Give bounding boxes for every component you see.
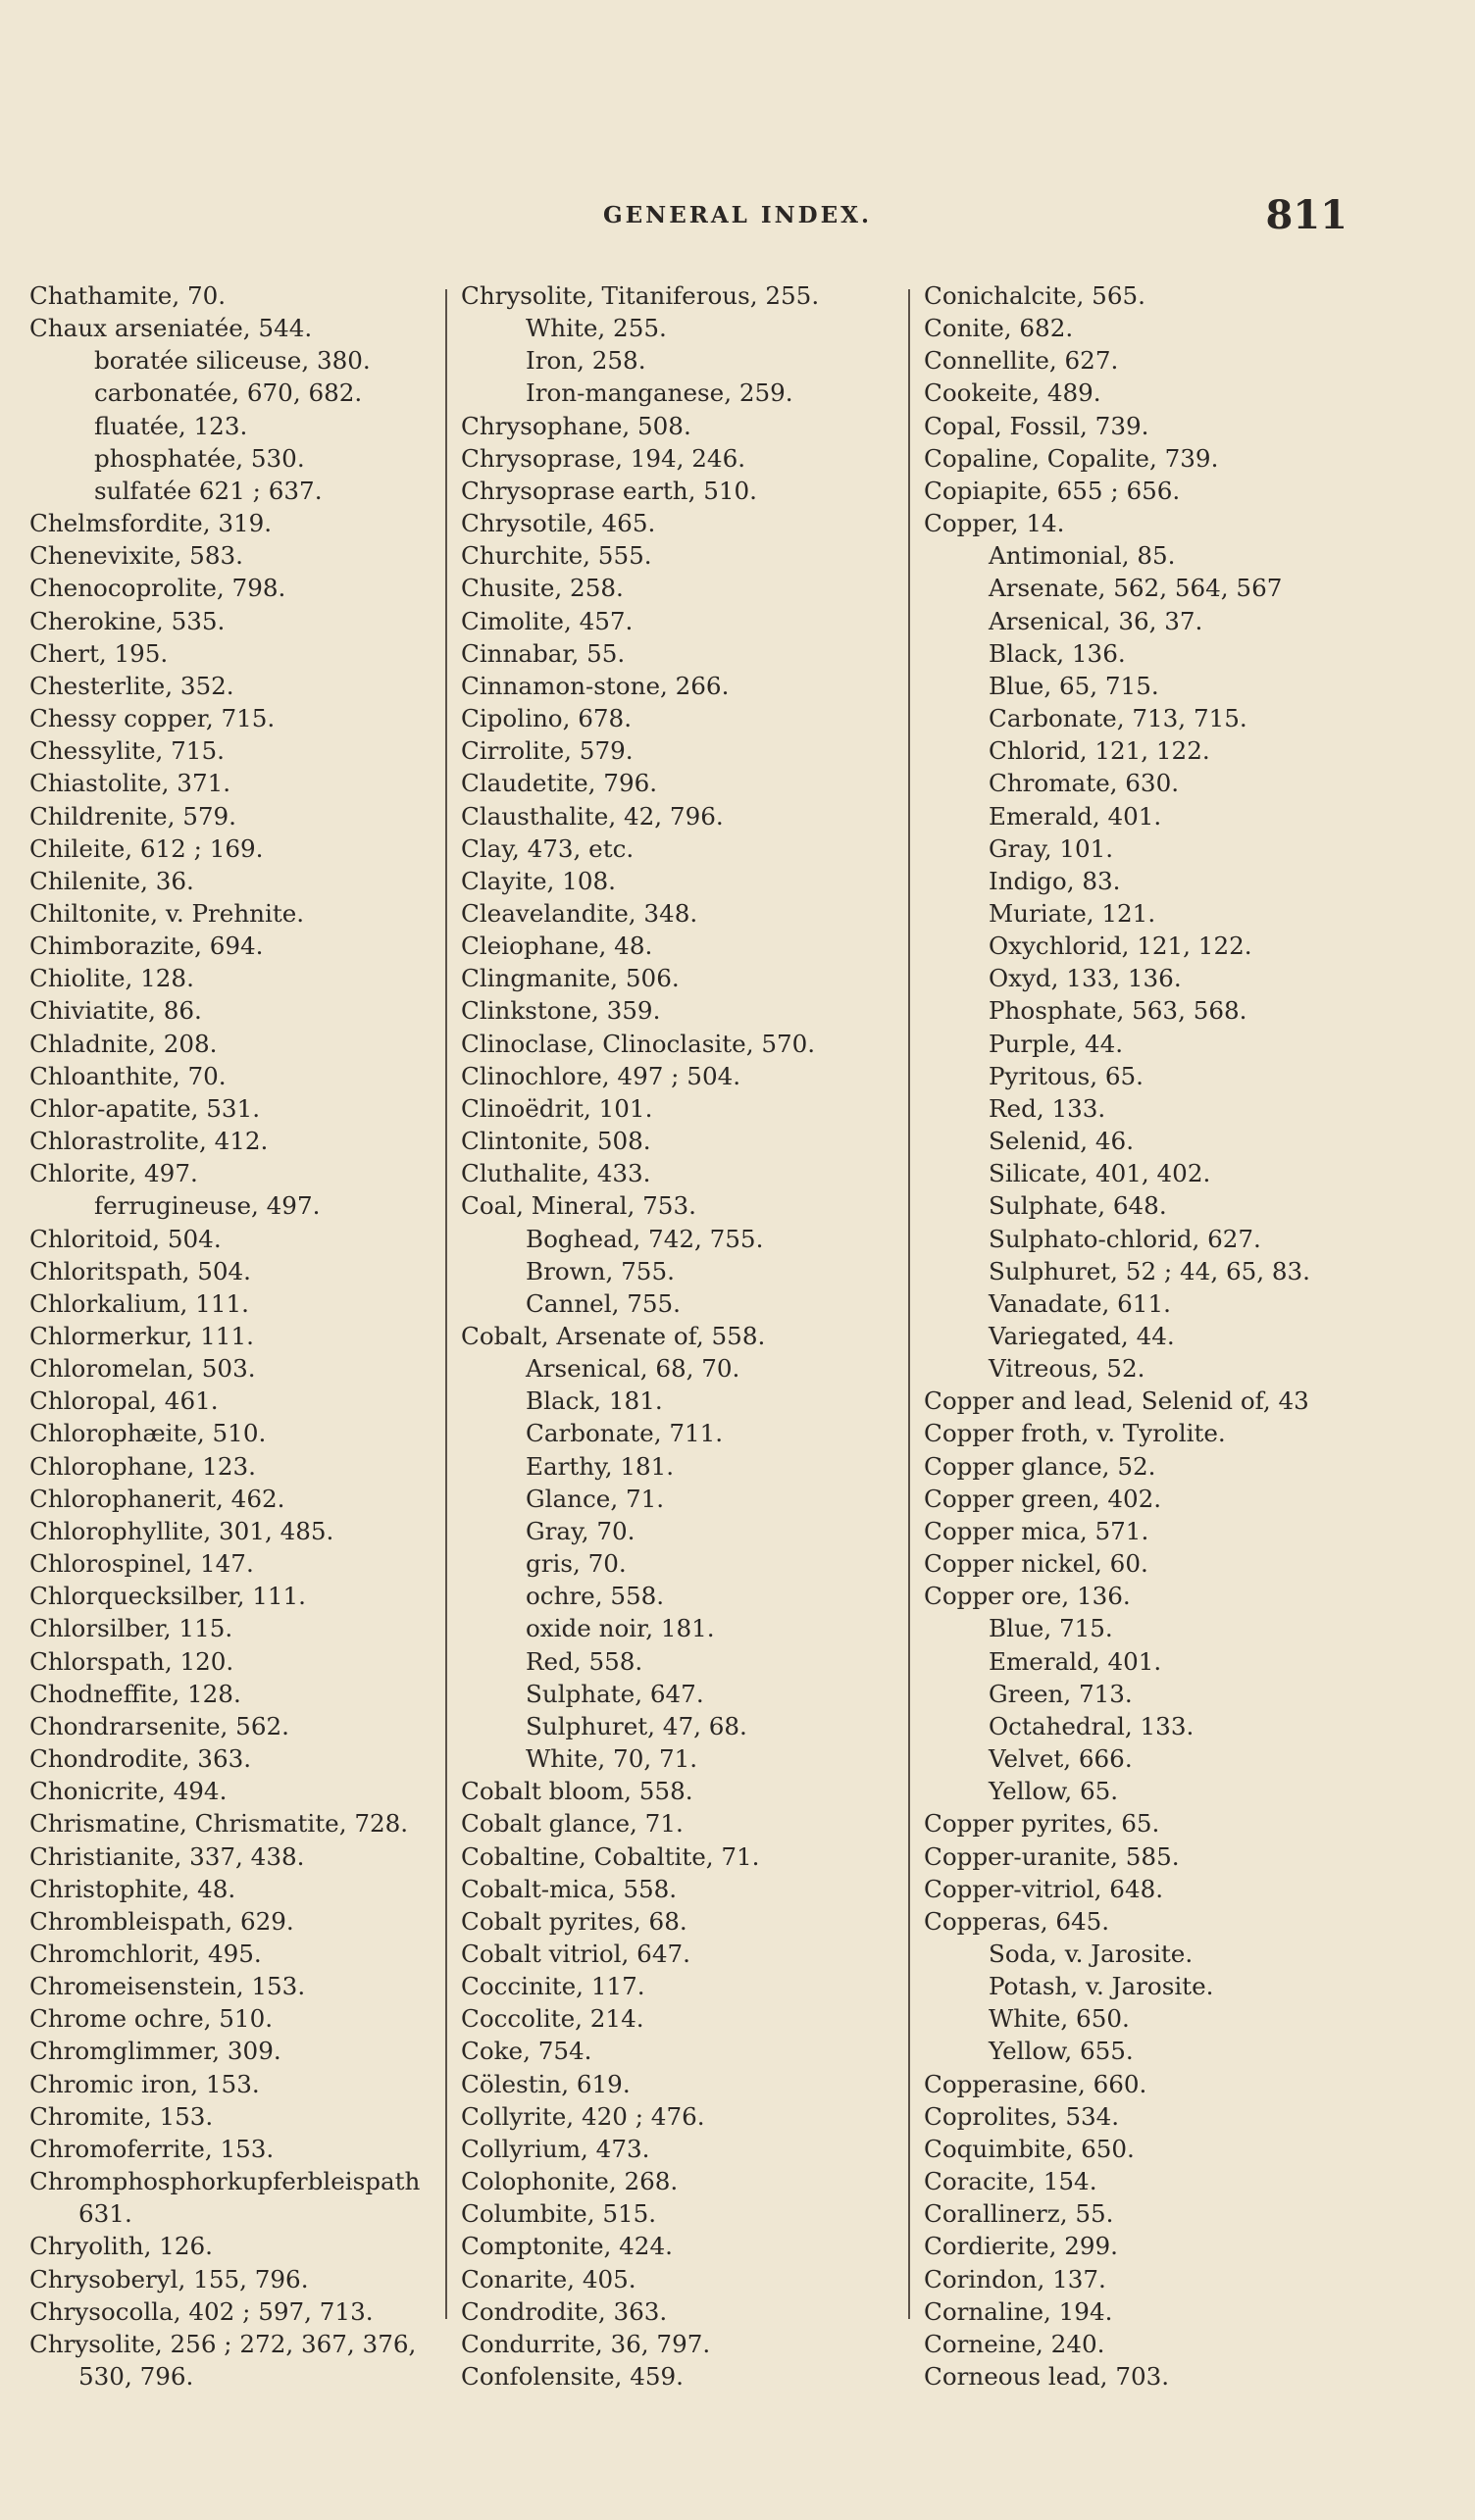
index-entry: Chrysolite, 256 ; 272, 367, 376, <box>29 2329 417 2358</box>
index-subentry: Muriate, 121. <box>989 898 1156 928</box>
index-subentry: Brown, 755. <box>526 1256 675 1285</box>
index-entry: Chromglimmer, 309. <box>29 2037 281 2066</box>
index-entry: Cölestin, 619. <box>461 2069 631 2098</box>
index-entry: Chloromelan, 503. <box>29 1354 256 1384</box>
index-subentry: Sulphato-chlorid, 627. <box>989 1224 1261 1253</box>
index-subentry: Gray, 70. <box>526 1516 636 1545</box>
index-entry: Chlor-apatite, 531. <box>29 1093 261 1123</box>
index-entry: Corindon, 137. <box>924 2264 1106 2293</box>
index-entry: Conarite, 405. <box>461 2264 636 2293</box>
index-entry: Condrodite, 363. <box>461 2296 668 2326</box>
index-entry: Churchite, 555. <box>461 541 652 571</box>
index-subentry: Silicate, 401, 402. <box>989 1159 1211 1188</box>
index-entry: Copperasine, 660. <box>924 2069 1147 2098</box>
index-entry: Chryolith, 126. <box>29 2232 213 2261</box>
index-entry: Copper, 14. <box>924 509 1065 538</box>
index-entry: Chilenite, 36. <box>29 866 194 895</box>
index-entry: Copiapite, 655 ; 656. <box>924 476 1181 505</box>
index-entry: Chrome ochre, 510. <box>29 2004 274 2034</box>
index-entry: Chesterlite, 352. <box>29 671 234 700</box>
index-entry: Chromphosphorkupferbleispath <box>29 2167 421 2196</box>
index-subentry: White, 70, 71. <box>526 1744 698 1774</box>
index-entry: Connellite, 627. <box>924 346 1119 376</box>
index-entry: Coccolite, 214. <box>461 2004 644 2034</box>
index-subentry: Arsenical, 68, 70. <box>526 1354 740 1384</box>
index-subentry: Potash, v. Jarosite. <box>989 1972 1214 2001</box>
index-entry: Chromoferrite, 153. <box>29 2134 275 2163</box>
index-entry: Cirrolite, 579. <box>461 736 634 766</box>
index-entry: Copper froth, v. Tyrolite. <box>924 1419 1226 1448</box>
index-subentry: Octahedral, 133. <box>989 1711 1195 1740</box>
index-subentry: Pyritous, 65. <box>989 1061 1144 1090</box>
index-entry: Chromchlorit, 495. <box>29 1939 262 1968</box>
index-subentry: Oxyd, 133, 136. <box>989 964 1182 993</box>
index-entry: Chlorophyllite, 301, 485. <box>29 1516 334 1545</box>
index-entry: Chiastolite, 371. <box>29 769 231 798</box>
index-subentry: sulfatée 621 ; 637. <box>94 476 323 505</box>
running-head: GENERAL INDEX. <box>603 202 872 228</box>
index-entry: Coracite, 154. <box>924 2167 1097 2196</box>
index-entry: Chondrarsenite, 562. <box>29 1711 289 1740</box>
index-entry: Chloropal, 461. <box>29 1386 219 1416</box>
index-subentry: fluatée, 123. <box>94 411 248 440</box>
index-entry: Chiltonite, v. Prehnite. <box>29 898 305 928</box>
index-entry: Cinnabar, 55. <box>461 638 626 668</box>
index-entry: Copper nickel, 60. <box>924 1549 1148 1579</box>
index-entry: Chloritoid, 504. <box>29 1224 222 1253</box>
index-subentry: Emerald, 401. <box>989 1646 1162 1676</box>
index-subentry: boratée siliceuse, 380. <box>94 346 371 376</box>
index-subentry: Cannel, 755. <box>526 1288 681 1318</box>
index-entry: Cimolite, 457. <box>461 606 634 635</box>
index-entry: Clinoclase, Clinoclasite, 570. <box>461 1029 816 1058</box>
index-entry: Chrysoprase, 194, 246. <box>461 443 746 473</box>
index-subentry: Blue, 715. <box>989 1614 1113 1643</box>
index-entry: Clayite, 108. <box>461 866 616 895</box>
index-entry: Chelmsfordite, 319. <box>29 509 273 538</box>
column-divider <box>445 289 447 2319</box>
index-subentry: Red, 133. <box>989 1093 1106 1123</box>
index-entry: Chrysocolla, 402 ; 597, 713. <box>29 2296 374 2326</box>
index-subentry: ochre, 558. <box>526 1582 665 1611</box>
index-entry: Clingmanite, 506. <box>461 964 680 993</box>
index-subentry: Sulphate, 648. <box>989 1191 1167 1221</box>
index-subentry: Sulphuret, 52 ; 44, 65, 83. <box>989 1256 1310 1285</box>
index-entry: Coprolites, 534. <box>924 2101 1120 2131</box>
index-subentry: 530, 796. <box>78 2362 194 2391</box>
index-subentry: Sulphate, 647. <box>526 1679 704 1708</box>
index-entry: Corallinerz, 55. <box>924 2199 1114 2229</box>
index-subentry: Indigo, 83. <box>989 866 1121 895</box>
index-subentry: Oxychlorid, 121, 122. <box>989 932 1252 961</box>
index-entry: Copal, Fossil, 739. <box>924 411 1149 440</box>
index-entry: Chlorsilber, 115. <box>29 1614 233 1643</box>
index-entry: Cobalt glance, 71. <box>461 1809 684 1839</box>
index-entry: Chlorophane, 123. <box>29 1451 256 1481</box>
index-entry: Chondrodite, 363. <box>29 1744 252 1774</box>
index-entry: Copper and lead, Selenid of, 43 <box>924 1386 1309 1416</box>
index-subentry: Selenid, 46. <box>989 1127 1135 1156</box>
index-subentry: Vitreous, 52. <box>989 1354 1145 1384</box>
index-entry: Chrysoprase earth, 510. <box>461 476 757 505</box>
index-entry: Cobalt pyrites, 68. <box>461 1906 687 1936</box>
index-entry: Chrombleispath, 629. <box>29 1906 294 1936</box>
index-subentry: Velvet, 666. <box>989 1744 1133 1774</box>
index-entry: Cornaline, 194. <box>924 2296 1113 2326</box>
index-entry: Confolensite, 459. <box>461 2362 684 2391</box>
index-entry: Chlorospinel, 147. <box>29 1549 254 1579</box>
index-subentry: Black, 181. <box>526 1386 663 1416</box>
index-entry: Chloritspath, 504. <box>29 1256 251 1285</box>
index-entry: Claudetite, 796. <box>461 769 658 798</box>
index-entry: Chileite, 612 ; 169. <box>29 833 264 863</box>
index-entry: Cobalt bloom, 558. <box>461 1777 693 1806</box>
index-entry: Conichalcite, 565. <box>924 281 1145 310</box>
index-entry: Cinnamon-stone, 266. <box>461 671 730 700</box>
index-subentry: Yellow, 655. <box>989 2037 1134 2066</box>
index-entry: Cobalt vitriol, 647. <box>461 1939 690 1968</box>
index-subentry: oxide noir, 181. <box>526 1614 715 1643</box>
index-entry: Colophonite, 268. <box>461 2167 679 2196</box>
index-entry: Cobalt, Arsenate of, 558. <box>461 1322 766 1350</box>
index-entry: Copaline, Copalite, 739. <box>924 443 1219 473</box>
index-entry: Cherokine, 535. <box>29 606 226 635</box>
index-entry: Copper-uranite, 585. <box>924 1841 1180 1871</box>
index-subentry: Gray, 101. <box>989 833 1114 863</box>
index-entry: Cleiophane, 48. <box>461 932 653 961</box>
index-subentry: Black, 136. <box>989 638 1126 668</box>
index-subentry: Earthy, 181. <box>526 1451 675 1481</box>
index-subentry: Arsenical, 36, 37. <box>989 606 1203 635</box>
index-subentry: Sulphuret, 47, 68. <box>526 1711 747 1740</box>
index-subentry: Red, 558. <box>526 1646 643 1676</box>
index-entry: Cookeite, 489. <box>924 378 1101 408</box>
index-subentry: 631. <box>78 2199 132 2229</box>
index-entry: Chromite, 153. <box>29 2101 214 2131</box>
index-subentry: Iron-manganese, 259. <box>526 378 793 408</box>
index-column-1 <box>29 279 446 2393</box>
index-entry: Chert, 195. <box>29 638 169 668</box>
index-entry: Chlormerkur, 111. <box>29 1322 254 1350</box>
index-entry: Chlorspath, 120. <box>29 1646 234 1676</box>
index-entry: Chlorquecksilber, 111. <box>29 1582 306 1611</box>
index-subentry: Green, 713. <box>989 1679 1133 1708</box>
index-subentry: Phosphate, 563, 568. <box>989 996 1247 1026</box>
index-entry: Chessy copper, 715. <box>29 704 276 733</box>
index-entry: Chloanthite, 70. <box>29 1061 227 1090</box>
column-divider <box>908 289 910 2319</box>
index-subentry: Antimonial, 85. <box>989 541 1176 571</box>
index-entry: Copperas, 645. <box>924 1906 1110 1936</box>
index-entry: Condurrite, 36, 797. <box>461 2329 711 2358</box>
index-entry: Coal, Mineral, 753. <box>461 1191 696 1221</box>
index-entry: Collyrium, 473. <box>461 2134 650 2163</box>
index-entry: Copper pyrites, 65. <box>924 1809 1160 1839</box>
index-entry: Childrenite, 579. <box>29 801 236 831</box>
index-entry: Chimborazite, 694. <box>29 932 264 961</box>
index-entry: Chiviatite, 86. <box>29 996 202 1026</box>
index-entry: Chrysotile, 465. <box>461 509 656 538</box>
index-entry: Cipolino, 678. <box>461 704 633 733</box>
index-entry: Clinochlore, 497 ; 504. <box>461 1061 741 1090</box>
index-subentry: Purple, 44. <box>989 1029 1124 1058</box>
index-entry: Copper ore, 136. <box>924 1582 1131 1611</box>
index-subentry: ferrugineuse, 497. <box>94 1191 321 1221</box>
index-entry: Clinoëdrit, 101. <box>461 1093 653 1123</box>
index-entry: Chromeisenstein, 153. <box>29 1972 306 2001</box>
page-header <box>0 192 1475 243</box>
page-number: 811 <box>1265 192 1348 238</box>
index-entry: Chenocoprolite, 798. <box>29 574 286 603</box>
index-subentry: gris, 70. <box>526 1549 627 1579</box>
index-entry: Comptonite, 424. <box>461 2232 673 2261</box>
index-entry: Clay, 473, etc. <box>461 833 635 863</box>
index-entry: Chrysolite, Titaniferous, 255. <box>461 281 820 310</box>
index-subentry: Carbonate, 713, 715. <box>989 704 1247 733</box>
index-entry: Chrismatine, Chrismatite, 728. <box>29 1809 409 1839</box>
index-entry: Chlorophæite, 510. <box>29 1419 267 1448</box>
index-entry: Clinkstone, 359. <box>461 996 661 1026</box>
index-entry: Corneous lead, 703. <box>924 2362 1170 2391</box>
index-entry: Conite, 682. <box>924 314 1074 343</box>
index-entry: Chlorophanerit, 462. <box>29 1484 285 1513</box>
index-subentry: Boghead, 742, 755. <box>526 1224 764 1253</box>
index-entry: Clintonite, 508. <box>461 1127 651 1156</box>
index-subentry: Vanadate, 611. <box>989 1288 1171 1318</box>
index-entry: Copper mica, 571. <box>924 1516 1149 1545</box>
index-entry: Cleavelandite, 348. <box>461 898 698 928</box>
index-entry: Collyrite, 420 ; 476. <box>461 2101 705 2131</box>
index-subentry: carbonatée, 670, 682. <box>94 378 363 408</box>
index-column-2 <box>461 279 892 2393</box>
index-subentry: Glance, 71. <box>526 1484 665 1513</box>
index-entry: Chusite, 258. <box>461 574 624 603</box>
index-entry: Chonicrite, 494. <box>29 1777 228 1806</box>
index-entry: Chlorastrolite, 412. <box>29 1127 269 1156</box>
index-entry: Christianite, 337, 438. <box>29 1841 305 1871</box>
index-subentry: Soda, v. Jarosite. <box>989 1939 1194 1968</box>
index-entry: Cobalt-mica, 558. <box>461 1874 678 1903</box>
index-subentry: White, 255. <box>526 314 667 343</box>
index-entry: Chlorite, 497. <box>29 1159 198 1188</box>
index-entry: Chladnite, 208. <box>29 1029 218 1058</box>
index-entry: Chenevixite, 583. <box>29 541 243 571</box>
index-entry: Cordierite, 299. <box>924 2232 1118 2261</box>
index-subentry: White, 650. <box>989 2004 1130 2034</box>
index-entry: Chaux arseniatée, 544. <box>29 314 313 343</box>
index-entry: Copper green, 402. <box>924 1484 1162 1513</box>
index-entry: Chrysoberyl, 155, 796. <box>29 2264 309 2293</box>
index-subentry: Variegated, 44. <box>989 1322 1175 1350</box>
index-subentry: Emerald, 401. <box>989 801 1162 831</box>
index-entry: Chodneffite, 128. <box>29 1679 241 1708</box>
index-entry: Chathamite, 70. <box>29 281 227 310</box>
index-subentry: Chlorid, 121, 122. <box>989 736 1210 766</box>
index-entry: Chromic iron, 153. <box>29 2069 260 2098</box>
index-subentry: Chromate, 630. <box>989 769 1180 798</box>
index-entry: Chiolite, 128. <box>29 964 194 993</box>
index-entry: Cluthalite, 433. <box>461 1159 651 1188</box>
index-entry: Coccinite, 117. <box>461 1972 645 2001</box>
index-entry: Coquimbite, 650. <box>924 2134 1135 2163</box>
index-entry: Coke, 754. <box>461 2037 592 2066</box>
index-entry: Columbite, 515. <box>461 2199 657 2229</box>
index-subentry: Iron, 258. <box>526 346 646 376</box>
index-entry: Christophite, 48. <box>29 1874 236 1903</box>
index-entry: Chrysophane, 508. <box>461 411 691 440</box>
index-entry: Copper glance, 52. <box>924 1451 1156 1481</box>
index-entry: Clausthalite, 42, 796. <box>461 801 724 831</box>
index-entry: Corneine, 240. <box>924 2329 1105 2358</box>
index-subentry: phosphatée, 530. <box>94 443 305 473</box>
index-entry: Chessylite, 715. <box>29 736 225 766</box>
index-entry: Copper-vitriol, 648. <box>924 1874 1164 1903</box>
index-entry: Cobaltine, Cobaltite, 71. <box>461 1841 760 1871</box>
index-subentry: Blue, 65, 715. <box>989 671 1159 700</box>
index-subentry: Yellow, 65. <box>989 1777 1119 1806</box>
index-subentry: Carbonate, 711. <box>526 1419 724 1448</box>
index-subentry: Arsenate, 562, 564, 567 <box>989 574 1283 603</box>
index-column-3 <box>924 279 1458 2393</box>
index-entry: Chlorkalium, 111. <box>29 1288 249 1318</box>
